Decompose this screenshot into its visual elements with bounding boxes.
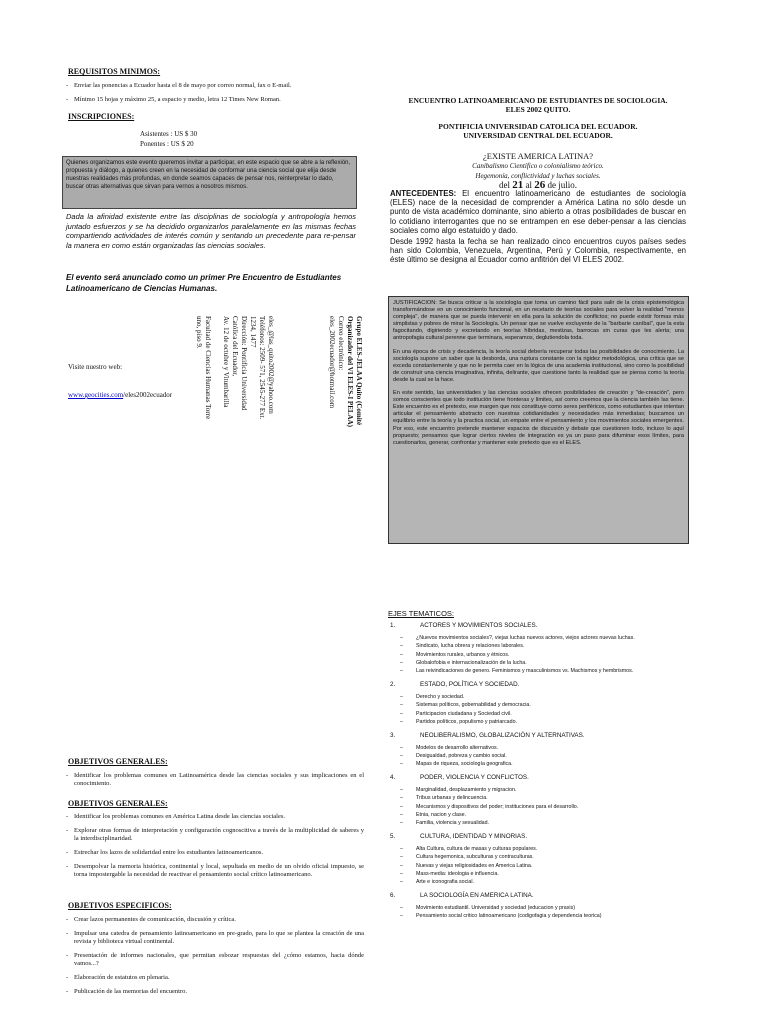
eje-heading — [390, 622, 690, 629]
contact-line: Dirección: Pontificia Universidad — [240, 316, 248, 411]
eje-subitem: – Mapas de riqueza, sociología geografica. — [400, 761, 690, 768]
eje-subitem: – Participacion ciudadana y Sociedad civil. — [400, 711, 690, 718]
requisitos-title: REQUISITOS MINIMOS: — [68, 67, 161, 76]
list-item: - Presentación de informes nacionales, que permitan esbozar respuestas del ¿cómo estamos, hacia dónde vamos...? — [66, 952, 364, 968]
list-item: - Publicación de las memorias del encuentro. — [66, 988, 364, 996]
contact-line: Correo electrónico: — [337, 316, 345, 371]
objetivos-generales-list-2 — [66, 813, 364, 885]
dates-text: del — [499, 180, 510, 190]
eje-subitem: – Las reivindicaciones de genero. Feminismos y masculinismos vs. Machismos y hembrismos. — [400, 668, 690, 675]
eje-item — [390, 732, 690, 768]
ejes-title: EJES TEMATICOS: — [388, 609, 454, 618]
contact-line: Organizador del VI ELES-I PELAA) — [346, 316, 354, 427]
eje-heading — [390, 732, 690, 739]
objetivos-generales-list — [66, 772, 364, 794]
antecedentes-p2: Desde 1992 hasta la fecha se han realizado cinco encuentros cuyos países sedes han sido Colombia, Venezuela, Argentina, Perú y Colombia, respectivamente, en éste último se designa al Ecuador como anfitrión del VI ELES 2002. — [390, 237, 686, 265]
requisitos-list — [66, 82, 356, 110]
list-item: - Mínimo 15 hojas y máximo 25, a espacio y medio, letra 12 Times New Roman. — [66, 96, 356, 104]
eje-subitem: – Pensamiento social critico latinoamericano (codigofagia y dependencia teorica) — [400, 913, 690, 920]
eje-item — [390, 833, 690, 886]
website-link[interactable]: www.geocities.com — [68, 391, 124, 399]
list-item: - Explorar otras formas de interpretación y configuración cognoscitiva a través de la multiplicidad de saberes y la interdisciplinaridad. — [66, 827, 364, 843]
eje-subitem: – Movimiento estudiantil. Universidad y sociedad (educacion y praxis) — [400, 905, 690, 912]
antecedentes-section — [390, 189, 686, 265]
inscripciones-title: INSCRIPCIONES: — [68, 112, 135, 121]
affinity-paragraph: Dada la afinidad existente entre las disciplinas de sociología y antropología hemos juntado esfuerzos y se ha decidido organizarlos paralelamente en las mismas fechas compartiendo actividades de interés común y sentando un precedente para re-pensar la manera en como están organizadas las ciencias sociales. — [66, 212, 356, 250]
eje-item — [390, 774, 690, 827]
eje-subitem: – Movimientos rurales, urbanos y étnicos. — [400, 652, 690, 659]
list-item: - Crear lazos permanentes de comunicación, discusión y crítica. — [66, 916, 364, 924]
list-item: - Desempolvar la memoria histórica, continental y local, sepultada en medio de un olvido oficial impuesto, se torna impostergable la necesidad de reactivar el pensamiento social crítico latinoamericano. — [66, 863, 364, 879]
contact-line: Teléfonos: 2509- 571, 2545-277 Ext. — [258, 316, 266, 420]
eje-sublist — [400, 846, 690, 886]
eje-title: PODER, VIOLENCIA Y CONFLICTOS. — [420, 774, 529, 782]
eje-sublist — [400, 787, 690, 827]
visit-label: Visite nuestro web: — [68, 363, 123, 371]
question-subtitle: Canibalismo Científico o colonialismo teórico. — [472, 162, 604, 170]
eje-subitem: – Etnia, nacion y clase. — [400, 812, 690, 819]
eje-subitem: – Globalofobia e internacionalización de la lucha. — [400, 660, 690, 667]
eje-title: LA SOCIOLOGÍA EN AMERICA LATINA. — [420, 892, 534, 900]
eje-subitem: – Alta Cultura, cultura de masas y culturas populares. — [400, 846, 690, 853]
justificacion-box — [388, 296, 689, 544]
contact-line: Católica del Ecuador, — [231, 316, 239, 377]
eje-subitem: – Partidos políticos, populismo y patriarcado. — [400, 719, 690, 726]
header-line: ENCUENTRO LATINOAMERICANO DE ESTUDIANTES DE SOCIOLOGIA. — [408, 96, 668, 105]
eje-subitem: – Sistemas políticos, gobernabilidad y democracia. — [400, 702, 690, 709]
main-question — [388, 151, 688, 181]
question-subtitle: Hegemonía, conflictividad y luchas sociales. — [475, 172, 601, 180]
header-line: PONTIFICIA UNIVERSIDAD CATOLICA DEL ECUADOR. — [438, 122, 638, 131]
justificacion-p1: JUSTIFICACION: Se busca criticar a la sociología que toma un camino fácil para salir de la crisis epistemológica transformándose en un conocimiento funcional, en un recetario de teorías sociales para volver la realidad "menos compleja", de manera que se pueda intervenir en ella para la solución de conflictos; no puede existir formas más simplistas y pobres de mirar la Sociología. Un pensar que se vuelve excluyente de la "barbarie caníbal", que la esta fagocitando, digiriendo y excretando en teorías híbridas, mestizas, barrocas sin curas que les alerta; una antropofagia cultural perenne que terminara, esperamos, deglutiendola toda. — [393, 300, 684, 342]
website — [68, 391, 172, 399]
question-title: ¿EXISTE AMERICA LATINA? — [482, 151, 593, 161]
eje-heading — [390, 892, 690, 899]
intro-box: Quienes organizamos este evento queremos invitar a participar, en este espacio que se abre a la reflexión, propuesta y diálogo, a quienes creen en la necesidad de conformar una ciencia social que elija desde nuestras realidades más profundas, en donde seamos capaces de pensar nos, reinterpretar lo dado, buscar otras alternativas que sirvan para vernos a nosotros mismos. — [62, 156, 357, 209]
eje-item — [390, 681, 690, 726]
eje-item — [390, 892, 690, 920]
eje-title: NEOLIBERALISMO, GLOBALIZACIÓN Y ALTERNATIVAS. — [420, 731, 585, 739]
event-note: El evento será anunciado como un primer Pre Encuentro de Estudiantes Latinoamericano de Ciencias Humanas. — [66, 273, 342, 293]
eje-subitem: – Tribus urbanas y delincuencia. — [400, 795, 690, 802]
objetivos-generales-title-2: OBJETIVOS GENERALES: — [68, 799, 168, 808]
eje-sublist — [400, 694, 690, 726]
list-item: - Identificar los problemas comunes en América Latina desde las ciencias sociales. — [66, 813, 364, 821]
contact-line: Facultad de Ciencias Humanas Torre — [204, 316, 212, 420]
eje-subitem: – ¿Nuevos movimientos sociales?, viejas luchas nuevos actores, viejos actores nuevas luchas. — [400, 635, 690, 642]
eje-number: 6. — [390, 892, 396, 900]
eje-subitem: – Familia, violencia y sexualidad. — [400, 820, 690, 827]
eje-sublist — [400, 905, 690, 920]
eje-title: ESTADO, POLÍTICA Y SOCIEDAD. — [420, 680, 520, 688]
eje-sublist — [400, 635, 690, 675]
eje-subitem: – Desigualdad, pobreza y cambio social. — [400, 753, 690, 760]
dates-text: de julio. — [547, 180, 577, 190]
eje-title: CULTURA, IDENTIDAD Y MINORIAS. — [420, 833, 528, 841]
eje-heading — [390, 833, 690, 840]
justificacion-p3: En este sentido, las universidades y las ciencias sociales ofrecen posibilidades de creación y "de-creación", pero somos conscientes que todo institución tiene fronteras y límites, así como creemos que la ciencia también las tiene. Este encuentro es el pretexto, ese margen que nos constituye como seres periféricos, como estudiantes que intentan articular el pensamiento abstracto con nuestras cotidianidades y necesidades más inmediatas; buscamos un equilibrio entre la teoría y la practica social, un empate entre el pensamiento y los movimientos sociales emergentes. Por eso, este encuentro pretende mantener espacios de discusión y debate que cuestionen todo, incluso lo aquí propuesto; pensamos que lograr ciertos niveles de integración es ya un paso para difuminar esos límites, para cuestionarlos, generar, confrontar y mantener este pretexto que es el ELES. — [393, 390, 684, 446]
contact-line: Grupo ELES-JELAA Quito (Comité — [355, 316, 363, 426]
eje-number: 5. — [390, 833, 396, 841]
eje-number: 1. — [390, 622, 396, 629]
contact-rotated-block — [195, 316, 370, 436]
contact-email[interactable]: eles_2002ecuador@hotmail.com — [328, 316, 336, 409]
eje-item — [390, 622, 690, 675]
eje-heading — [390, 774, 690, 781]
contact-email[interactable]: eles_@las_quito2002@yahoo.com — [267, 316, 275, 414]
contact-line: 1234, 1477 — [249, 316, 257, 348]
eje-subitem: – Mecanismos y dispositivos del poder; instituciones para el desarrollo. — [400, 804, 690, 811]
fees — [140, 129, 197, 149]
antecedentes-p1: El encuentro latinoamericano de estudiantes de sociología (ELES) nace de la necesidad de comprender a América Latina no sólo desde un punto de vista académico dominante, sino abierto a otras posibilidades de buscar en lo cotidiano interrogantes que no se entrampen en ese deber-pensar a las ciencias sociales como algo estatuido y dado. — [390, 189, 687, 235]
website-path: /eles2002ecuador — [123, 391, 173, 399]
date-start: 21 — [512, 179, 524, 191]
eje-sublist — [400, 745, 690, 768]
eje-subitem: – Sindicato, lucha obrera y relaciones laborales. — [400, 643, 690, 650]
objetivos-especificos-title: OBJETIVOS ESPECIFICOS: — [68, 901, 172, 910]
eje-subitem: – Arte e iconografia social. — [400, 879, 690, 886]
eje-subitem: – Derecho y sociedad. — [400, 694, 690, 701]
contact-line: Av. 12 de octubre y Vitumbarilla — [222, 316, 230, 408]
document-header — [388, 96, 688, 140]
dates-text: al — [525, 180, 532, 190]
list-item: - Enviar las ponencias a Ecuador hasta el 8 de mayo por correo normal, fax o E-mail. — [66, 82, 356, 90]
eje-subitem: – Cultura hegemonica, subculturas y contraculturas. — [400, 854, 690, 861]
ejes-list — [390, 622, 690, 926]
fee-ponentes: Ponentes : US $ 20 — [140, 140, 194, 148]
eje-number: 2. — [390, 680, 396, 688]
list-item: - Estrechar los lazos de solidaridad entre los estudiantes latinoamericanos. — [66, 849, 364, 857]
eje-number: 3. — [390, 731, 396, 739]
date-end: 26 — [534, 179, 546, 191]
eje-subitem: – Modelos de desarrollo alternativos. — [400, 745, 690, 752]
justificacion-p2: En una época de crisis y decadencia, la teoría social debería recuperar todas las posibilidades de conocimiento. La sociología supone un saber que la desborda, una ruptura constante con la rigidez metodológica, una crítica que se exceda constantemente y que no le permita caer en la lógica de una academia institucional, sino como la posibilidad de construir una ciencia imaginativa, infinita, delirante, que cuestione tanto la realidad que se piensa como la teoría desde la cual se la hace. — [393, 348, 684, 383]
eje-number: 4. — [390, 774, 396, 782]
objetivos-especificos-list — [66, 916, 364, 1002]
fee-asistentes: Asistentes : US $ 30 — [140, 130, 198, 138]
eje-heading — [390, 681, 690, 688]
list-item: - Identificar los problemas comunes en Latinoamérica desde las ciencias sociales y sus implicaciones en el conocimiento. — [66, 772, 364, 788]
eje-subitem: – Marginalidad, desplazamiento y migracion. — [400, 787, 690, 794]
list-item: - Impulsar una catedra de pensamiento latinoamericano en pre-grado, para lo que se plantea la creación de una revista y biblioteca virtual continental. — [66, 930, 364, 946]
list-item: - Elaboración de estatutos en plenaria. — [66, 974, 364, 982]
objetivos-generales-title: OBJETIVOS GENERALES: — [68, 757, 168, 766]
eje-subitem: – Mass-media: ideologia e influencia. — [400, 871, 690, 878]
antecedentes-label: ANTECEDENTES: — [390, 189, 457, 198]
header-line: UNIVERSIDAD CENTRAL DEL ECUADOR. — [463, 131, 613, 140]
eje-subitem: – Nuevas y viejas religiosidades en America Latina. — [400, 863, 690, 870]
contact-line: uno, piso 9. — [195, 316, 203, 349]
eje-title: ACTORES Y MOVIMIENTOS SOCIALES. — [420, 622, 538, 629]
header-line: ELES 2002 QUITO. — [505, 105, 571, 114]
